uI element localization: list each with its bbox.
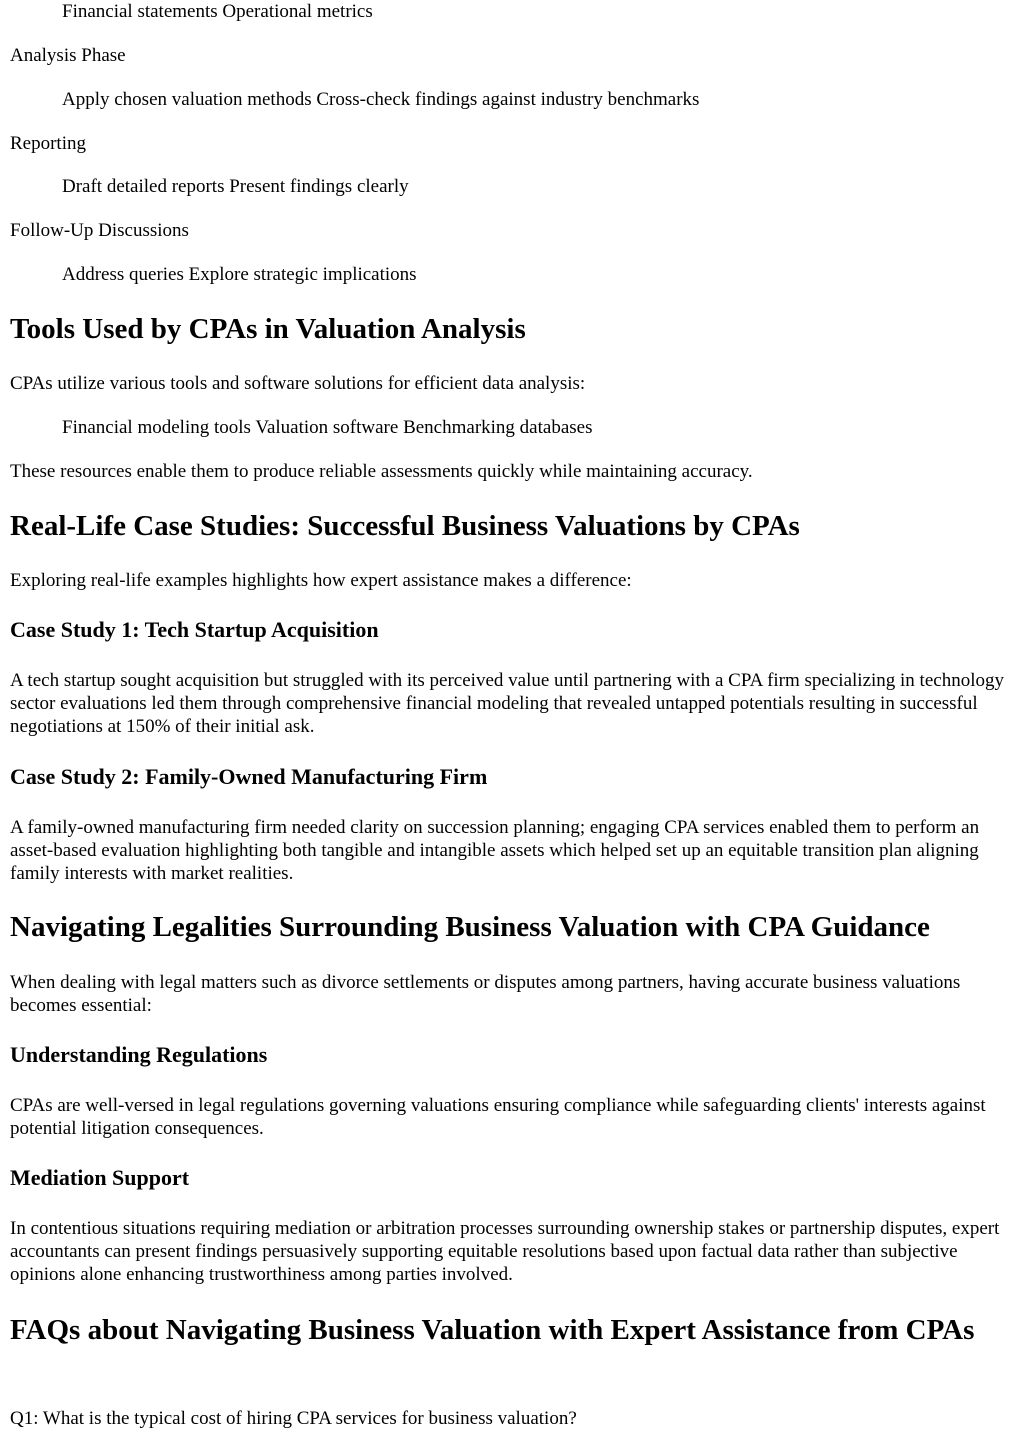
section-heading-legalities: Navigating Legalities Surrounding Business Valuation with CPA Guidance: [10, 911, 930, 943]
paragraph-case-studies-intro: Exploring real-life examples highlights how expert assistance makes a difference:: [10, 570, 632, 591]
subheading-understanding-regulations: Understanding Regulations: [10, 1042, 268, 1067]
paragraph-case-study-1: A tech startup sought acquisition but struggled with its perceived value until partnering with a CPA firm specializing in technology sector evaluations led them through comprehensive financial modeling that revealed untapped potentials resulting in successful negotiations at 150% of their initial ask.: [10, 670, 1004, 737]
section-heading-faqs: FAQs about Navigating Business Valuation with Expert Assistance from CPAs: [10, 1314, 975, 1346]
bullet-list-tools: Financial modeling tools Valuation software Benchmarking databases: [62, 417, 593, 438]
subheading-mediation-support: Mediation Support: [10, 1165, 190, 1190]
bullet-list-analysis-phase: Apply chosen valuation methods Cross-check findings against industry benchmarks: [62, 89, 700, 110]
paragraph-case-study-2: A family-owned manufacturing firm needed clarity on succession planning; engaging CPA services enabled them to perform an asset-based evaluation highlighting both tangible and intangible assets which helped set up an equitable transition plan aligning family interests with market realities.: [10, 817, 980, 884]
subheading-case-study-1: Case Study 1: Tech Startup Acquisition: [10, 617, 379, 642]
list-heading-analysis-phase: Analysis Phase: [10, 45, 126, 66]
faq-question-1: Q1: What is the typical cost of hiring CPA services for business valuation?: [10, 1408, 577, 1429]
paragraph-tools-outro: These resources enable them to produce reliable assessments quickly while maintaining accuracy.: [10, 461, 753, 482]
bullet-list-reporting: Draft detailed reports Present findings clearly: [62, 176, 409, 197]
paragraph-mediation-support: In contentious situations requiring mediation or arbitration processes surrounding ownership stakes or partnership disputes, expert accountants can present findings persuasively supporting equitable resolutions based upon factual data rather than subjective opinions alone enhancing trustworthiness among parties involved.: [10, 1218, 1000, 1285]
bullet-list-data-collection: Financial statements Operational metrics: [62, 1, 373, 22]
section-heading-tools: Tools Used by CPAs in Valuation Analysis: [10, 313, 526, 345]
list-heading-reporting: Reporting: [10, 133, 86, 154]
bullet-list-follow-up: Address queries Explore strategic implications: [62, 264, 417, 285]
section-heading-case-studies: Real-Life Case Studies: Successful Business Valuations by CPAs: [10, 510, 800, 542]
paragraph-tools-intro: CPAs utilize various tools and software solutions for efficient data analysis:: [10, 373, 586, 394]
list-heading-follow-up: Follow-Up Discussions: [10, 220, 189, 241]
paragraph-legalities-intro: When dealing with legal matters such as divorce settlements or disputes among partners, having accurate business valuations becomes essential:: [10, 972, 961, 1016]
paragraph-understanding-regulations: CPAs are well-versed in legal regulations governing valuations ensuring compliance while safeguarding clients' interests against potential litigation consequences.: [10, 1095, 986, 1139]
subheading-case-study-2: Case Study 2: Family-Owned Manufacturing Firm: [10, 764, 488, 789]
